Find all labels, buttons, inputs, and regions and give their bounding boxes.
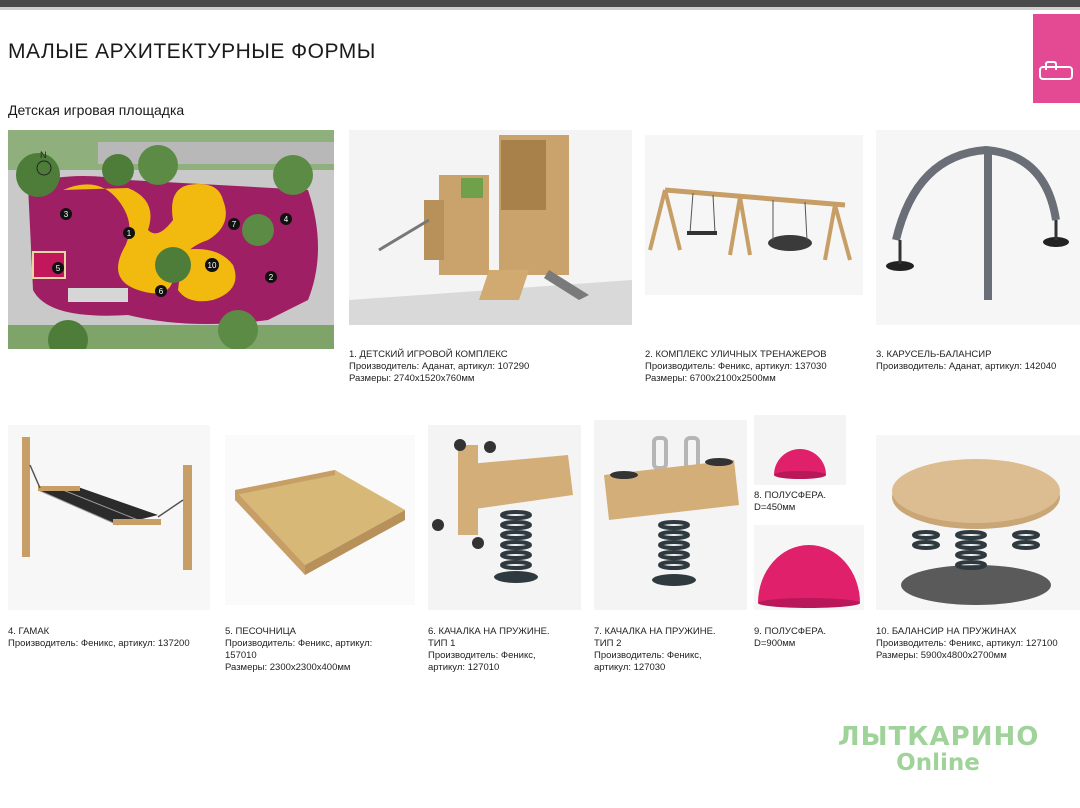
site-plan-map [8, 130, 334, 349]
item-title: 5. ПЕСОЧНИЦА [225, 626, 296, 637]
item-dimensions: Размеры: 2740х1520х760мм [349, 373, 475, 384]
item-manufacturer: Производитель: Аданат, артикул: 142040 [876, 361, 1057, 372]
outdoor-trainers-image [645, 135, 863, 295]
item-article: 157010 [225, 650, 257, 661]
item-manufacturer: Производитель: Феникс, артикул: 137200 [8, 638, 190, 649]
svg-text:4: 4 [283, 215, 289, 224]
item-title: 10. БАЛАНСИР НА ПРУЖИНАХ [876, 626, 1017, 637]
svg-text:1: 1 [126, 229, 132, 238]
item-caption-3 [876, 349, 1076, 373]
item-title: 4. ГАМАК [8, 626, 50, 637]
item-article: артикул: 127030 [594, 662, 666, 673]
item-title: 1. ДЕТСКИЙ ИГРОВОЙ КОМПЛЕКС [349, 349, 508, 360]
carousel-balancer-image [876, 130, 1080, 325]
item-caption-4 [8, 626, 218, 650]
svg-text:7: 7 [231, 220, 237, 229]
item-title: 9. ПОЛУСФЕРА. [754, 626, 827, 637]
playground-complex-image [349, 130, 632, 325]
item-manufacturer: Производитель: Аданат, артикул: 107290 [349, 361, 530, 372]
item-article: артикул: 127010 [428, 662, 500, 673]
item-caption-10 [876, 626, 1076, 662]
item-type: ТИП 2 [594, 638, 622, 649]
item-dimensions: Размеры: 5900х4800х2700мм [876, 650, 1007, 661]
item-title: 2. КОМПЛЕКС УЛИЧНЫХ ТРЕНАЖЕРОВ [645, 349, 827, 360]
svg-text:3: 3 [63, 210, 69, 219]
page-subtitle: Детская игровая площадка [8, 102, 185, 118]
item-title: 8. ПОЛУСФЕРА. [754, 490, 827, 501]
spring-rocker-type2-image [594, 420, 747, 610]
svg-text:5: 5 [55, 264, 61, 273]
item-type: ТИП 1 [428, 638, 456, 649]
item-dimensions: Размеры: 6700х2100х2500мм [645, 373, 776, 384]
hemisphere-small-image [754, 415, 846, 485]
item-caption-6 [428, 626, 588, 674]
svg-text:10: 10 [207, 261, 217, 270]
watermark-line1: ЛЫТКАРИНО [838, 722, 1040, 752]
spring-rocker-type1-image [428, 425, 581, 610]
item-diameter: D=900мм [754, 638, 796, 649]
svg-text:2: 2 [268, 273, 274, 282]
item-caption-2 [645, 349, 870, 385]
item-title: 7. КАЧАЛКА НА ПРУЖИНЕ. [594, 626, 716, 637]
sandbox-image [225, 435, 415, 605]
item-manufacturer: Производитель: Феникс, артикул: 127100 [876, 638, 1058, 649]
watermark-line2: Online [896, 750, 980, 776]
brand-badge [1033, 14, 1080, 103]
item-caption-9 [754, 626, 864, 650]
item-manufacturer: Производитель: Феникс, артикул: [225, 638, 373, 649]
spring-balancer-image [876, 435, 1080, 610]
hammock-image [8, 425, 210, 610]
item-dimensions: Размеры: 2300х2300х400мм [225, 662, 351, 673]
item-manufacturer: Производитель: Феникс, [594, 650, 702, 661]
page-title: МАЛЫЕ АРХИТЕКТУРНЫЕ ФОРМЫ [8, 40, 376, 63]
item-manufacturer: Производитель: Феникс, артикул: 137030 [645, 361, 827, 372]
hemisphere-large-image [754, 525, 864, 610]
svg-text:6: 6 [158, 287, 164, 296]
top-bar-divider [0, 7, 1080, 10]
top-bar [0, 0, 1080, 7]
map-north-label: N [40, 150, 47, 160]
briefcase-icon [1039, 66, 1073, 80]
item-caption-1 [349, 349, 639, 385]
watermark-logo [838, 722, 1038, 776]
item-diameter: D=450мм [754, 502, 796, 513]
item-caption-5 [225, 626, 420, 674]
item-title: 6. КАЧАЛКА НА ПРУЖИНЕ. [428, 626, 550, 637]
item-caption-7 [594, 626, 754, 674]
item-title: 3. КАРУСЕЛЬ-БАЛАНСИР [876, 349, 992, 360]
item-manufacturer: Производитель: Феникс, [428, 650, 536, 661]
item-caption-8 [754, 490, 864, 514]
